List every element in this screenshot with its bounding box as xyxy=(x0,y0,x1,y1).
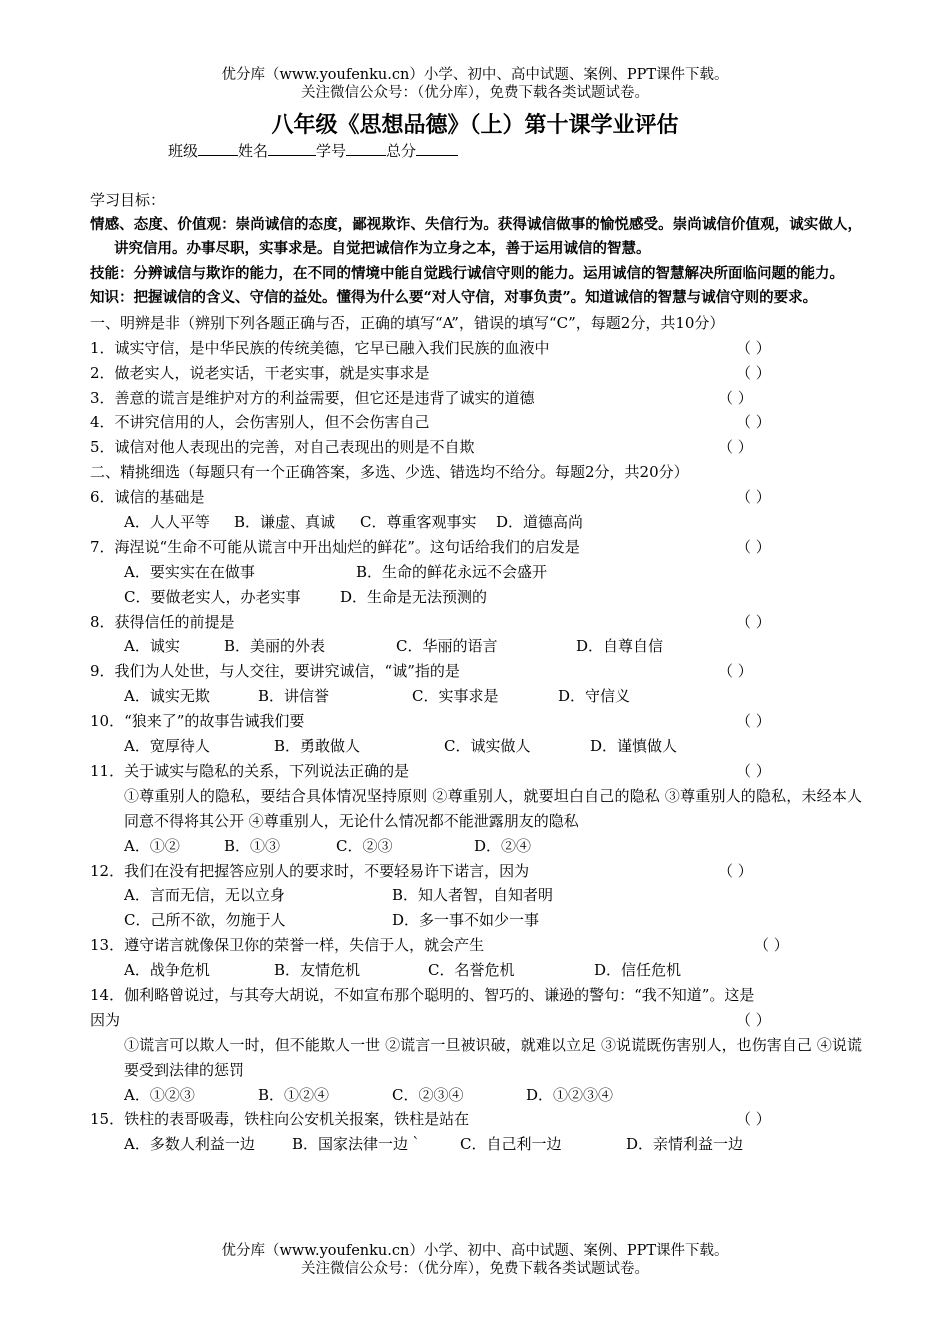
answer-paren[interactable]: （ ） xyxy=(718,438,753,457)
question-8-options xyxy=(90,634,862,659)
option-d: D．②④ xyxy=(474,836,532,855)
question-12: 12．我们在没有把握答应别人的要求时，不要轻易许下诺言，因为 （ ） xyxy=(90,859,862,884)
option-a: A．宽厚待人 xyxy=(124,737,210,756)
question-6-options xyxy=(90,510,862,535)
option-d: D．多一事不如少一事 xyxy=(392,911,540,930)
question-7-options-row-1 xyxy=(90,560,862,585)
question-14-statements: ①谎言可以欺人一时，但不能欺人一世 ②谎言一旦被识破，就难以立足 ③说谎既伤害别人，也伤害自己 ④说谎要受到法律的惩罚 xyxy=(124,1035,862,1079)
answer-paren[interactable]: （ ） xyxy=(736,413,771,432)
option-a: A．多数人利益一边 xyxy=(124,1135,255,1154)
option-b: B．①③ xyxy=(224,836,281,855)
section-1-title: 一、明辨是非（辨别下列各题正确与否，正确的填写“A”，错误的填写“C”，每题2分，共10分） xyxy=(90,313,725,332)
objective-emotion: 情感、态度、价值观：崇尚诚信的态度，鄙视欺诈、失信行为。获得诚信做事的愉悦感受。崇尚诚信价值观，诚实做人，讲究信用。办事尽职，实事求是。自觉把诚信作为立身之本，善于运用诚信的智慧。 xyxy=(90,215,862,258)
true-false-item-1: 1．诚实守信，是中华民族的传统美德，它早已融入我们民族的血液中 （ ） xyxy=(90,336,862,361)
objectives-heading: 学习目标： xyxy=(90,191,166,209)
option-b: B．勇敢做人 xyxy=(274,737,361,756)
student-id-blank[interactable] xyxy=(346,140,386,156)
option-d: D．道德高尚 xyxy=(496,513,584,532)
option-b: B．国家法律一边｀ xyxy=(292,1135,424,1154)
option-a: A．诚实无欺 xyxy=(124,687,210,706)
name-label: 姓名 xyxy=(238,142,269,160)
answer-paren[interactable]: （ ） xyxy=(718,662,753,681)
student-id-label: 学号 xyxy=(316,142,347,160)
option-d: D．亲情利益一边 xyxy=(626,1135,744,1154)
objective-skill: 技能：分辨诚信与欺诈的能力，在不同的情境中能自觉践行诚信守则的能力。运用诚信的智慧解决所面临问题的能力。 xyxy=(90,264,844,282)
question-13-options xyxy=(90,958,862,983)
option-b: B．友情危机 xyxy=(274,961,361,980)
true-false-item-2: 2．做老实人，说老实话，干老实事，就是实事求是 （ ） xyxy=(90,361,862,386)
answer-paren[interactable]: （ ） xyxy=(718,861,753,880)
footer-line-1: 优分库（www.youfenku.cn）小学、初中、高中试题、案例、PPT课件下载。 xyxy=(221,1243,729,1259)
answer-paren[interactable]: （ ） xyxy=(718,388,753,407)
question-6: 6．诚信的基础是 （ ） xyxy=(90,485,862,510)
page-title: 八年级《思想品德》（上）第十课学业评估 xyxy=(271,112,679,138)
total-score-blank[interactable] xyxy=(416,140,458,156)
true-false-item-3: 3．善意的谎言是维护对方的利益需要，但它还是违背了诚实的道德 （ ） xyxy=(90,386,862,411)
option-b: B．①②④ xyxy=(258,1085,330,1104)
option-a: A．①②③ xyxy=(124,1085,195,1104)
answer-paren[interactable]: （ ） xyxy=(736,1010,771,1029)
option-c: C．诚实做人 xyxy=(444,737,531,756)
question-7: 7．海涅说“生命不可能从谎言中开出灿烂的鲜花”。这句话给我们的启发是 （ ） xyxy=(90,535,862,560)
exam-content xyxy=(90,188,862,1157)
true-false-item-4: 4．不讲究信用的人，会伤害别人，但不会伤害自己 （ ） xyxy=(90,410,862,435)
question-12-options-row-1 xyxy=(90,883,862,908)
class-label: 班级 xyxy=(168,142,199,160)
question-12-options-row-2 xyxy=(90,908,862,933)
option-a: A．人人平等 xyxy=(124,513,210,532)
question-7-options-row-2 xyxy=(90,585,862,610)
question-15: 15．铁柱的表哥吸毒，铁柱向公安机关报案，铁柱是站在 （ ） xyxy=(90,1107,862,1132)
question-11-options xyxy=(90,834,862,859)
name-blank[interactable] xyxy=(268,140,316,156)
total-score-label: 总分 xyxy=(386,142,417,160)
question-14: 14．伽利略曾说过，与其夸大胡说，不如宣布那个聪明的、智巧的、谦逊的警句：“我不知道”。这是 xyxy=(90,985,755,1004)
answer-paren[interactable]: （ ） xyxy=(736,612,771,631)
header-line-1: 优分库（www.youfenku.cn）小学、初中、高中试题、案例、PPT课件下载。 xyxy=(221,67,729,83)
option-c: C．②③④ xyxy=(392,1085,464,1104)
true-false-item-5: 5．诚信对他人表现出的完善，对自己表现出的则是不自欺 （ ） xyxy=(90,435,862,460)
option-c: C．华丽的语言 xyxy=(396,637,498,656)
option-a: A．①② xyxy=(124,836,180,855)
option-c: C．②③ xyxy=(336,836,393,855)
question-11-statements: ①尊重别人的隐私，要结合具体情况坚持原则 ②尊重别人，就要坦白自己的隐私 ③尊重别人的隐私，未经本人同意不得将其公开 ④尊重别人，无论什么情况都不能泄露朋友的隐私 xyxy=(124,786,862,830)
footer-line-2: 关注微信公众号：（优分库），免费下载各类试题试卷。 xyxy=(301,1261,649,1277)
answer-paren[interactable]: （ ） xyxy=(736,488,771,507)
question-14-continued: 因为 （ ） xyxy=(90,1008,862,1033)
option-a: A．战争危机 xyxy=(124,961,210,980)
option-c: C．名誉危机 xyxy=(428,961,515,980)
question-10-options xyxy=(90,734,862,759)
question-9-options xyxy=(90,684,862,709)
option-b: B．知人者智，自知者明 xyxy=(392,886,554,905)
option-a: A．言而无信，无以立身 xyxy=(124,886,285,905)
class-blank[interactable] xyxy=(198,140,238,156)
question-13: 13．遵守诺言就像保卫你的荣誉一样，失信于人，就会产生 （ ） xyxy=(90,933,862,958)
answer-paren[interactable]: （ ） xyxy=(754,936,789,955)
option-c: C．尊重客观事实 xyxy=(360,513,477,532)
question-9: 9．我们为人处世，与人交往，要讲究诚信，“诚”指的是 （ ） xyxy=(90,659,862,684)
option-b: B．美丽的外表 xyxy=(224,637,326,656)
student-info-fields xyxy=(168,140,458,161)
option-d: D．生命是无法预测的 xyxy=(340,587,488,606)
option-b: B．谦虚、真诚 xyxy=(234,513,336,532)
answer-paren[interactable]: （ ） xyxy=(736,712,771,731)
option-d: D．信任危机 xyxy=(594,961,682,980)
option-c: C．实事求是 xyxy=(412,687,499,706)
option-a: A．诚实 xyxy=(124,637,180,656)
option-c: C．己所不欲，勿施于人 xyxy=(124,911,286,930)
question-11: 11．关于诚实与隐私的关系，下列说法正确的是 （ ） xyxy=(90,759,862,784)
option-a: A．要实实在在做事 xyxy=(124,562,255,581)
option-d: D．自尊自信 xyxy=(576,637,664,656)
question-10: 10．“狼来了”的故事告诫我们要 （ ） xyxy=(90,709,862,734)
option-d: D．谨慎做人 xyxy=(590,737,678,756)
option-c: C．要做老实人，办老实事 xyxy=(124,587,301,606)
objective-knowledge: 知识：把握诚信的含义、守信的益处。懂得为什么要“对人守信，对事负责”。知道诚信的智慧与诚信守则的要求。 xyxy=(90,289,818,307)
option-d: D．守信义 xyxy=(558,687,631,706)
answer-paren[interactable]: （ ） xyxy=(736,761,771,780)
answer-paren[interactable]: （ ） xyxy=(736,363,771,382)
section-2-title: 二、精挑细选（每题只有一个正确答案，多选、少选、错选均不给分。每题2分，共20分） xyxy=(90,463,689,482)
option-d: D．①②③④ xyxy=(526,1085,614,1104)
question-15-options xyxy=(90,1132,862,1157)
header-line-2: 关注微信公众号：（优分库），免费下载各类试题试卷。 xyxy=(301,85,649,101)
answer-paren[interactable]: （ ） xyxy=(736,537,771,556)
question-8: 8．获得信任的前提是 （ ） xyxy=(90,610,862,635)
option-c: C．自己利一边 xyxy=(460,1135,562,1154)
question-14-options xyxy=(90,1083,862,1108)
answer-paren[interactable]: （ ） xyxy=(736,1110,771,1129)
option-b: B．讲信誉 xyxy=(258,687,330,706)
answer-paren[interactable]: （ ） xyxy=(736,338,771,357)
option-b: B．生命的鲜花永远不会盛开 xyxy=(356,562,548,581)
